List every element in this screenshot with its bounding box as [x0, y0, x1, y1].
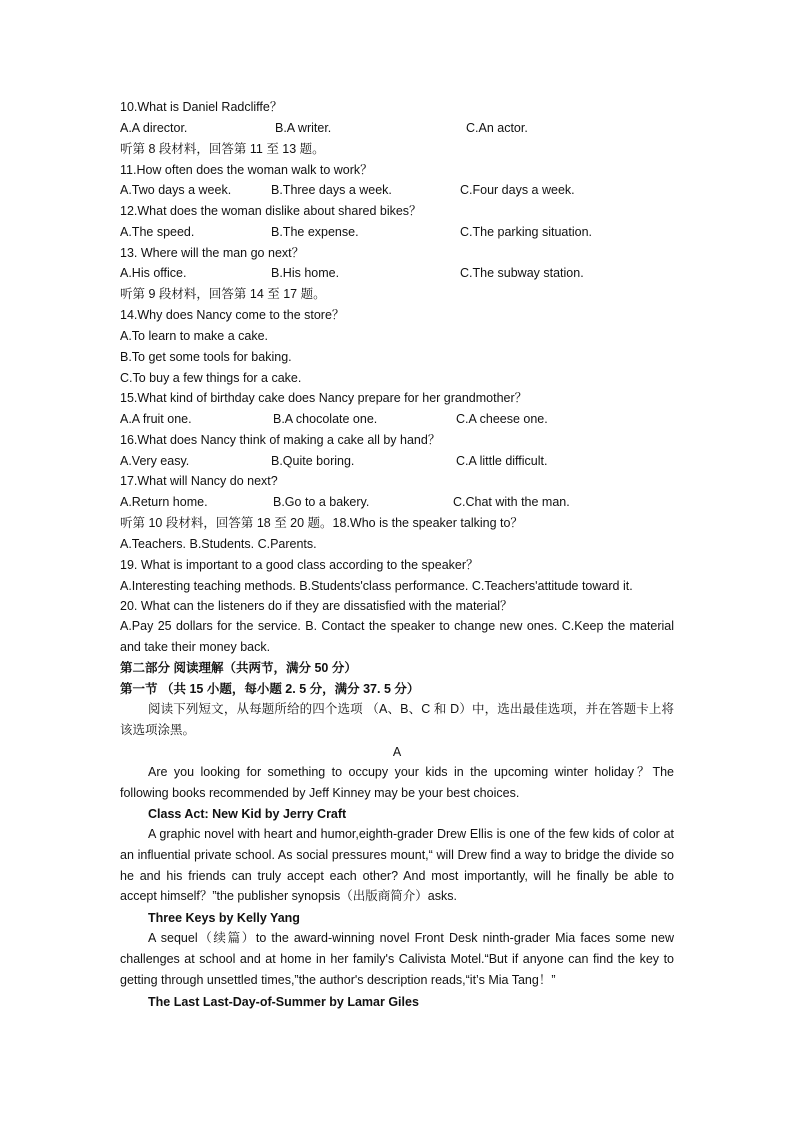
question-19-options: A.Interesting teaching methods. B.Students'class performance. C.Teachers'attitude toward it. — [120, 579, 633, 593]
question-13-option-a: A.His office. — [120, 266, 187, 280]
part-two-heading: 第二部分 阅读理解（共两节，满分 50 分） — [120, 661, 357, 675]
passage-label: A — [392, 745, 402, 759]
question-12-option-a: A.The speed. — [120, 225, 195, 239]
book-description-1: A graphic novel with heart and humor,eighth-grader Drew Ellis is one of the few kids of color at an influential private school. As social pressures mount,“ will Drew find a way to bridge the divide so he and his friends can truly accept each other? And most importantly, will he finally be able to accept himself？”the publisher synopsis（出版商简介）asks. — [120, 827, 674, 904]
question-14-option-b: B.To get some tools for baking. — [120, 350, 292, 364]
question-10-option-b: B.A writer. — [275, 121, 332, 135]
question-15-option-b: B.A chocolate one. — [273, 412, 378, 426]
listening-instruction-8: 听第 8 段材料，回答第 11 至 13 题。 — [120, 142, 325, 156]
question-20-stem: 20. What can the listeners do if they are dissatisfied with the material？ — [120, 599, 513, 613]
question-13-stem: 13. Where will the man go next？ — [120, 246, 305, 260]
question-16-stem: 16.What does Nancy think of making a cake all by hand？ — [120, 433, 441, 447]
question-11-option-c: C.Four days a week. — [460, 183, 575, 197]
question-12-option-b: B.The expense. — [271, 225, 359, 239]
book-title-1: Class Act: New Kid by Jerry Craft — [148, 807, 347, 821]
question-14-option-c: C.To buy a few things for a cake. — [120, 371, 302, 385]
question-11-option-a: A.Two days a week. — [120, 183, 232, 197]
question-14-option-a: A.To learn to make a cake. — [120, 329, 268, 343]
question-12-option-c: C.The parking situation. — [460, 225, 593, 239]
question-13-option-c: C.The subway station. — [460, 266, 584, 280]
reading-instruction: 阅读下列短文，从每题所给的四个选项 （A、B、C 和 D）中，选出最佳选项，并在答题卡上将该选项涂黑。 — [120, 702, 674, 737]
question-15-stem: 15.What kind of birthday cake does Nancy prepare for her grandmother？ — [120, 391, 528, 405]
question-10-option-c: C.An actor. — [466, 121, 528, 135]
listening-instruction-10-question-18: 听第 10 段材料，回答第 18 至 20 题。18.Who is the speaker talking to？ — [120, 516, 523, 530]
book-description-2: A sequel（续篇）to the award-winning novel Front Desk ninth-grader Mia faces some new challenges at school and at home in her family's Calivista Motel.“But if anyone can find the key to getting through unsettled times,”the author's description reads,“it’s Mia Tang！” — [120, 931, 674, 987]
question-13-option-b: B.His home. — [271, 266, 340, 280]
question-16-option-b: B.Quite boring. — [271, 454, 355, 468]
question-18-options: A.Teachers. B.Students. C.Parents. — [120, 537, 317, 551]
question-17-option-a: A.Return home. — [120, 495, 208, 509]
question-17-option-b: B.Go to a bakery. — [273, 495, 370, 509]
question-20-options: A.Pay 25 dollars for the service. B. Contact the speaker to change new ones. C.Keep the material and take their money back. — [120, 619, 674, 654]
question-17-stem: 17.What will Nancy do next? — [120, 474, 278, 488]
book-title-2: Three Keys by Kelly Yang — [148, 911, 300, 925]
question-11-option-b: B.Three days a week. — [271, 183, 392, 197]
question-12-stem: 12.What does the woman dislike about shared bikes？ — [120, 204, 422, 218]
question-11-stem: 11.How often does the woman walk to work？ — [120, 163, 373, 177]
question-16-option-c: C.A little difficult. — [456, 454, 548, 468]
question-15-option-a: A.A fruit one. — [120, 412, 192, 426]
question-10-option-a: A.A director. — [120, 121, 188, 135]
passage-intro: Are you looking for something to occupy your kids in the upcoming winter holiday？The following books recommended by Jeff Kinney may be your best choices. — [120, 765, 674, 800]
question-10-stem: 10.What is Daniel Radcliffe？ — [120, 100, 283, 114]
question-17-option-c: C.Chat with the man. — [453, 495, 570, 509]
question-19-stem: 19. What is important to a good class according to the speaker？ — [120, 558, 479, 572]
question-15-option-c: C.A cheese one. — [456, 412, 548, 426]
section-one-heading: 第一节 （共 15 小题，每小题 2. 5 分，满分 37. 5 分） — [120, 682, 420, 696]
question-14-stem: 14.Why does Nancy come to the store？ — [120, 308, 345, 322]
book-title-3: The Last Last-Day-of-Summer by Lamar Giles — [148, 995, 419, 1009]
question-16-option-a: A.Very easy. — [120, 454, 190, 468]
listening-instruction-9: 听第 9 段材料，回答第 14 至 17 题。 — [120, 287, 326, 301]
